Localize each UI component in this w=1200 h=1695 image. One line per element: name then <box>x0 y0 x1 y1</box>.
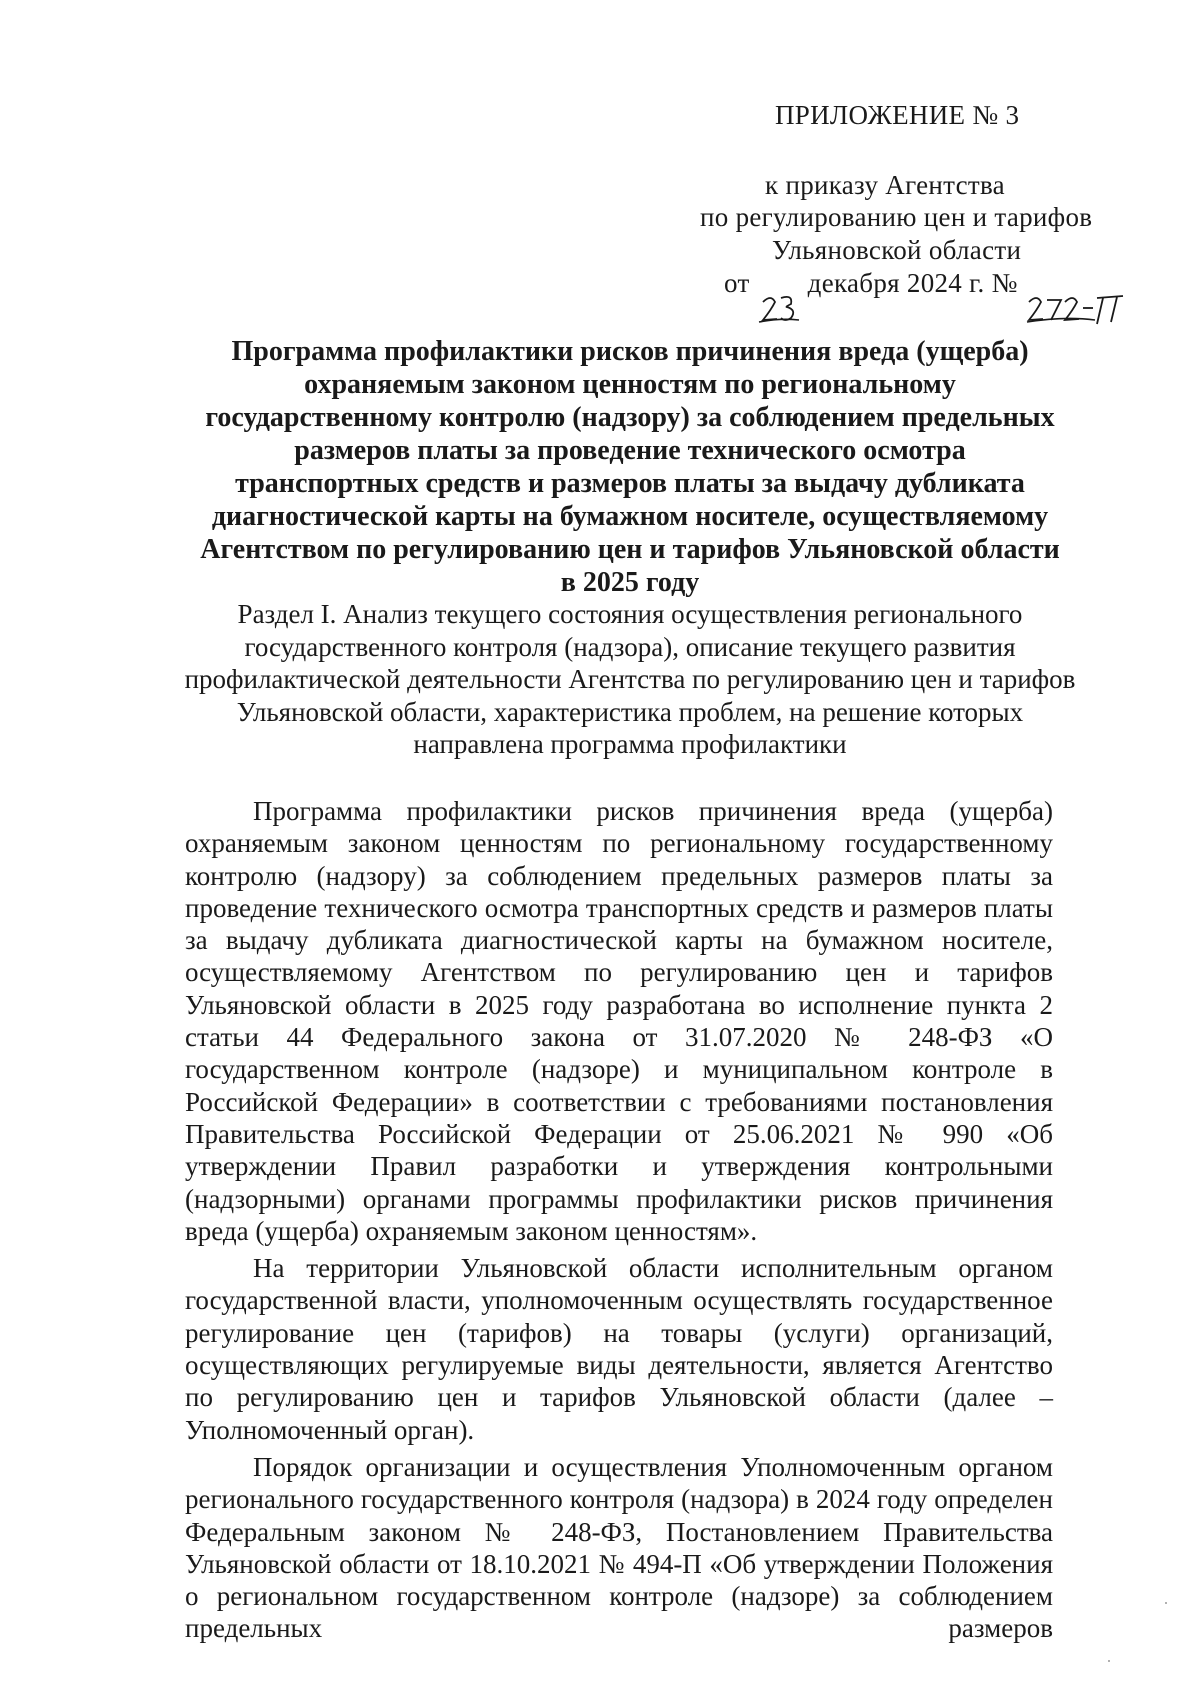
order-reference-line3: Ульяновской области <box>772 235 1022 265</box>
document-body <box>185 795 1053 1645</box>
scan-speck <box>1108 1660 1110 1662</box>
handwritten-day-underline <box>757 292 801 326</box>
order-reference-line1: к приказу Агентства <box>765 170 1005 200</box>
appendix-title: ПРИЛОЖЕНИЕ № 3 <box>775 100 1020 130</box>
handwritten-number-strokes <box>1025 292 1125 326</box>
program-title: Программа профилактики рисков причинения вреда (ущерба) охраняемым законом ценностям по региональному государственному контролю (надзору) за соблюдением предельных размеров платы за проведение технического осмотра транспортных средств и размеров платы за выдачу дубликата диагностической карты на бумажном носителе, осуществляемому Агентством по регулированию цен и тарифов Ульяновской области в 2025 году <box>200 336 1060 598</box>
section-title: Раздел I. Анализ текущего состояния осуществления регионального государственного контроля (надзора), описание текущего развития профилактической деятельности Агентства по регулированию цен и тарифов Ульяновской области, характеристика проблем, на решение которых направлена программа профилактики <box>184 599 1076 759</box>
paragraph: Порядок организации и осуществления Уполномоченным органом регионального государственного контроля (надзора) в 2024 году определен Федеральным законом № 248-ФЗ, Постановлением Правительства Ульяновской области от 18.10.2021 № 494-П «Об утверждении Положения о региональном государственном контроле (надзоре) за соблюдением предельных размеров <box>185 1451 1053 1644</box>
paragraph: Программа профилактики рисков причинения вреда (ущерба) охраняемым законом ценностям по региональному государственному контролю (надзору) за соблюдением предельных размеров платы за проведение технического осмотра транспортных средств и размеров платы за выдачу дубликата диагностической карты на бумажном носителе, осуществляемому Агентством по регулированию цен и тарифов Ульяновской области в 2025 году разработана во исполнение пункта 2 статьи 44 Федерального закона от 31.07.2020 № 248-ФЗ «О государственном контроле (надзоре) и муниципальном контроле в Российской Федерации» в соответствии с требованиями постановления Правительства Российской Федерации от 25.06.2021 № 990 «Об утверждении Правил разработки и утверждения контрольными (надзорными) органами программы профилактики рисков причинения вреда (ущерба) охраняемым законом ценностям». <box>185 796 1053 1246</box>
paragraph: На территории Ульяновской области исполнительным органом государственной власти, уполномоченным осуществлять государственное регулирование цен (тарифов) на товары (услуги) организаций, осуществляющих регулируемые виды деятельности, является Агентство по регулированию цен и тарифов Ульяновской области (далее – Уполномоченный орган). <box>185 1253 1053 1445</box>
date-prefix: от <box>724 268 750 298</box>
date-suffix: декабря 2024 г. № <box>807 268 1018 298</box>
order-date-line <box>724 268 1125 299</box>
scan-speck <box>1165 1602 1167 1604</box>
order-reference-line2: по регулированию цен и тарифов <box>700 202 1093 232</box>
